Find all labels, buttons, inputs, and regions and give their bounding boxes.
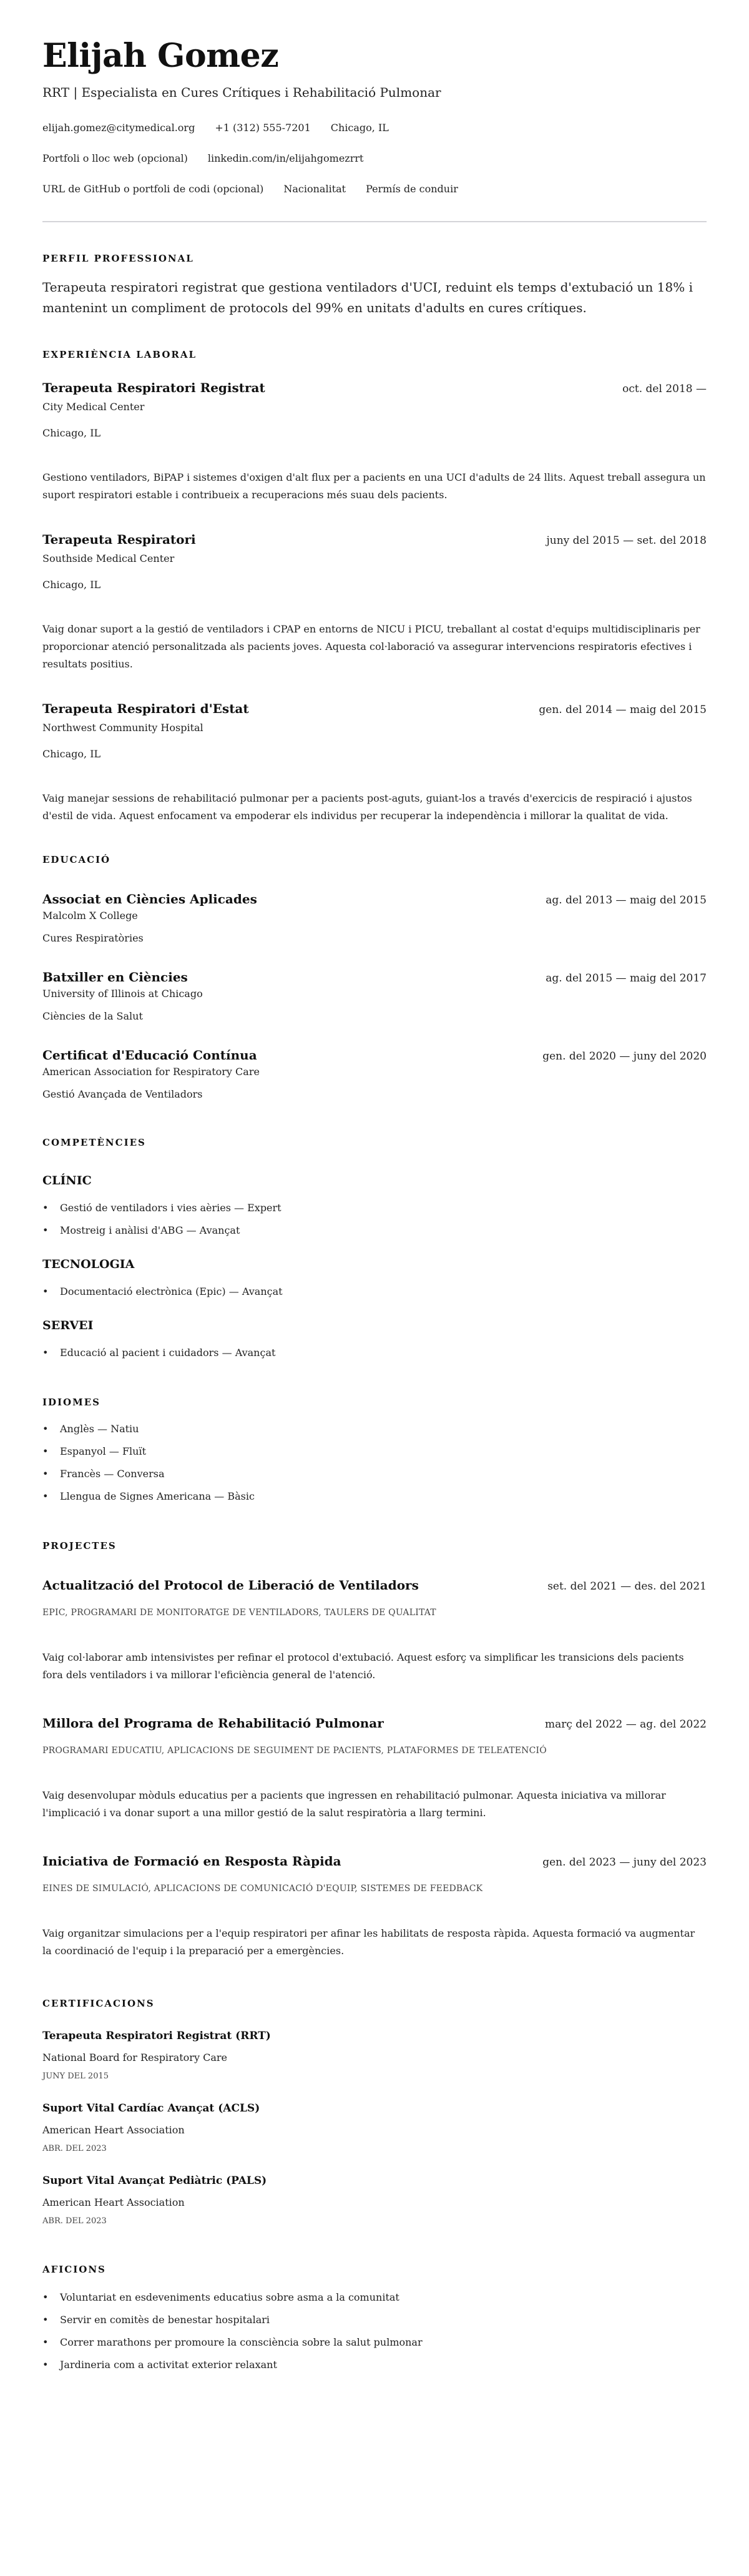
bullet-icon bbox=[42, 1490, 60, 1503]
certification-date: ABR. DEL 2023 bbox=[42, 2144, 107, 2153]
project-entry bbox=[42, 1853, 707, 1960]
github-link[interactable]: URL de GitHub o portfoli de codi (opcional) bbox=[42, 183, 264, 195]
contact-row-links bbox=[42, 152, 707, 165]
skill-item: • Gestió de ventiladors i vies aèries — Expert bbox=[42, 1201, 707, 1215]
degree-title: Associat en Ciències Aplicades bbox=[42, 892, 257, 907]
project-title: Millora del Programa de Rehabilitació Pulmonar bbox=[42, 1716, 384, 1731]
resume-header bbox=[42, 36, 707, 222]
job-title: Terapeuta Respiratori bbox=[42, 532, 196, 547]
project-date: març del 2022 — ag. del 2022 bbox=[544, 1718, 707, 1731]
job-description: Vaig donar suport a la gestió de ventiladors i CPAP en entorns de NICU i PICU, treballant al costat d'equips multidisciplinaris per proporcionar atenció personalitzada als pacients joves. Aquesta col·laboració va assegurar intervencions respiratoris efectives i resultats positius. bbox=[42, 623, 700, 670]
job-company: Northwest Community Hospital bbox=[42, 722, 203, 734]
section-title-education: EDUCACIÓ bbox=[42, 854, 111, 865]
section-title-certifications: CERTIFICACIONS bbox=[42, 1998, 155, 2009]
project-title: Actualització del Protocol de Liberació de Ventiladors bbox=[42, 1578, 419, 1593]
certification-entry bbox=[42, 2173, 707, 2227]
project-title: Iniciativa de Formació en Resposta Ràpida bbox=[42, 1854, 341, 1869]
candidate-name: Elijah Gomez bbox=[42, 37, 279, 75]
certification-issuer: National Board for Respiratory Care bbox=[42, 2052, 227, 2063]
language-item: • Anglès — Natiu bbox=[42, 1422, 707, 1436]
summary-text: Terapeuta respiratori registrat que gestiona ventiladors d'UCI, reduint els temps d'extubació un 18% i mantenint un compliment de protocols del 99% en unitats d'adults en cures crítiques. bbox=[42, 280, 693, 315]
job-location: Chicago, IL bbox=[42, 748, 101, 760]
contact-row-primary bbox=[42, 121, 707, 135]
hobby-item: • Correr marathons per promoure la consciència sobre la salut pulmonar bbox=[42, 2336, 707, 2349]
project-description: Vaig col·laborar amb intensivistes per refinar el protocol d'extubació. Aquest esforç va simplificar les transicions dels pacients fora dels ventiladors i va millorar l'eficiència general de l'atenció. bbox=[42, 1651, 684, 1681]
certification-name: Suport Vital Avançat Pediàtric (PALS) bbox=[42, 2175, 267, 2187]
degree-title: Certificat d'Educació Contínua bbox=[42, 1048, 257, 1063]
school-name: Malcolm X College bbox=[42, 910, 138, 922]
project-date: set. del 2021 — des. del 2021 bbox=[547, 1580, 707, 1593]
certification-entry bbox=[42, 2028, 707, 2082]
bullet-icon bbox=[42, 2336, 60, 2349]
bullet-icon bbox=[42, 2291, 60, 2304]
section-title-languages: IDIOMES bbox=[42, 1397, 100, 1408]
skill-group-title: CLÍNIC bbox=[42, 1174, 92, 1187]
email-link[interactable]: elijah.gomez@citymedical.org bbox=[42, 122, 195, 134]
hobby-item: • Jardineria com a activitat exterior relaxant bbox=[42, 2358, 707, 2372]
nationality-text: Nacionalitat bbox=[283, 183, 346, 195]
skill-group-clinical bbox=[42, 1172, 707, 1237]
section-title-experience: EXPERIÈNCIA LABORAL bbox=[42, 349, 197, 360]
candidate-headline: RRT | Especialista en Cures Crítiques i Rehabilitació Pulmonar bbox=[42, 85, 441, 100]
section-experience bbox=[42, 348, 707, 825]
job-location: Chicago, IL bbox=[42, 579, 101, 591]
school-name: American Association for Respiratory Care bbox=[42, 1066, 260, 1078]
project-date: gen. del 2023 — juny del 2023 bbox=[542, 1856, 707, 1869]
job-description: Vaig manejar sessions de rehabilitació pulmonar per a pacients post-aguts, guiant-los a través d'exercicis de respiració i ajustos d'estil de vida. Aquest enfocament va empoderar els individus per recuperar la independència i millorar la qualitat de vida. bbox=[42, 792, 692, 822]
skill-group-technology bbox=[42, 1256, 707, 1299]
skill-item: • Educació al pacient i cuidadors — Avançat bbox=[42, 1346, 707, 1360]
field-of-study: Cures Respiratòries bbox=[42, 932, 144, 944]
driving-license-text: Permís de conduir bbox=[366, 183, 458, 195]
linkedin-link[interactable]: linkedin.com/in/elijahgomezrrt bbox=[207, 152, 364, 164]
header-divider bbox=[42, 221, 707, 222]
certification-date: ABR. DEL 2023 bbox=[42, 2216, 107, 2226]
portfolio-link[interactable]: Portfoli o lloc web (opcional) bbox=[42, 152, 188, 164]
section-hobbies bbox=[42, 2263, 707, 2372]
section-title-summary: PERFIL PROFESSIONAL bbox=[42, 253, 194, 264]
education-entry bbox=[42, 1047, 707, 1101]
bullet-icon bbox=[42, 1346, 60, 1360]
section-education bbox=[42, 853, 707, 1101]
section-title-projects: PROJECTES bbox=[42, 1540, 117, 1551]
job-date: oct. del 2018 — bbox=[622, 383, 707, 395]
section-projects bbox=[42, 1540, 707, 1960]
education-date: ag. del 2015 — maig del 2017 bbox=[546, 972, 707, 985]
bullet-icon bbox=[42, 1422, 60, 1436]
bullet-icon bbox=[42, 1201, 60, 1215]
section-skills bbox=[42, 1136, 707, 1360]
degree-title: Batxiller en Ciències bbox=[42, 970, 188, 985]
section-title-skills: COMPETÈNCIES bbox=[42, 1137, 146, 1148]
hobby-item: • Voluntariat en esdeveniments educatius sobre asma a la comunitat bbox=[42, 2291, 707, 2304]
certification-issuer: American Heart Association bbox=[42, 2196, 185, 2208]
project-tech: EINES DE SIMULACIÓ, APLICACIONS DE COMUNICACIÓ D'EQUIP, SISTEMES DE FEEDBACK bbox=[42, 1884, 483, 1894]
bullet-icon bbox=[42, 1224, 60, 1237]
job-title: Terapeuta Respiratori d'Estat bbox=[42, 701, 249, 716]
job-location: Chicago, IL bbox=[42, 427, 101, 439]
field-of-study: Ciències de la Salut bbox=[42, 1010, 143, 1022]
skill-group-title: SERVEI bbox=[42, 1319, 94, 1332]
project-tech: EPIC, PROGRAMARI DE MONITORATGE DE VENTILADORS, TAULERS DE QUALITAT bbox=[42, 1608, 436, 1618]
project-description: Vaig desenvolupar mòduls educatius per a pacients que ingressen en rehabilitació pulmonar. Aquesta iniciativa va millorar l'implicació i va donar suport a una millor gestió de la salut respiratòria a llarg termini. bbox=[42, 1789, 666, 1819]
phone-link[interactable]: +1 (312) 555-7201 bbox=[215, 122, 311, 134]
certification-issuer: American Heart Association bbox=[42, 2124, 185, 2136]
section-summary bbox=[42, 252, 707, 318]
education-date: ag. del 2013 — maig del 2015 bbox=[546, 894, 707, 907]
bullet-icon bbox=[42, 2358, 60, 2372]
hobby-item: • Servir en comitès de benestar hospitalari bbox=[42, 2313, 707, 2327]
language-item: • Espanyol — Fluït bbox=[42, 1445, 707, 1458]
bullet-icon bbox=[42, 1445, 60, 1458]
job-entry bbox=[42, 701, 707, 825]
job-entry bbox=[42, 531, 707, 673]
bullet-icon bbox=[42, 1467, 60, 1481]
job-company: City Medical Center bbox=[42, 401, 145, 413]
section-certifications bbox=[42, 1997, 707, 2227]
education-date: gen. del 2020 — juny del 2020 bbox=[542, 1050, 707, 1063]
bullet-icon bbox=[42, 2313, 60, 2327]
project-entry bbox=[42, 1715, 707, 1822]
job-date: gen. del 2014 — maig del 2015 bbox=[539, 704, 707, 716]
language-item: • Francès — Conversa bbox=[42, 1467, 707, 1481]
contact-row-extra bbox=[42, 182, 707, 196]
language-item: • Llengua de Signes Americana — Bàsic bbox=[42, 1490, 707, 1503]
job-title: Terapeuta Respiratori Registrat bbox=[42, 380, 265, 395]
certification-date: JUNY DEL 2015 bbox=[42, 2072, 109, 2081]
certification-name: Suport Vital Cardíac Avançat (ACLS) bbox=[42, 2102, 260, 2115]
skill-item: • Documentació electrònica (Epic) — Avançat bbox=[42, 1285, 707, 1299]
section-languages bbox=[42, 1396, 707, 1503]
skill-item: • Mostreig i anàlisi d'ABG — Avançat bbox=[42, 1224, 707, 1237]
bullet-icon bbox=[42, 1285, 60, 1299]
project-entry bbox=[42, 1577, 707, 1684]
school-name: University of Illinois at Chicago bbox=[42, 988, 203, 1000]
certification-entry bbox=[42, 2101, 707, 2155]
project-description: Vaig organitzar simulacions per a l'equip respiratori per afinar les habilitats de resposta ràpida. Aquesta formació va augmentar la coordinació de l'equip i la preparació per a emergències. bbox=[42, 1927, 695, 1957]
job-date: juny del 2015 — set. del 2018 bbox=[546, 534, 707, 547]
project-tech: PROGRAMARI EDUCATIU, APLICACIONS DE SEGUIMENT DE PACIENTS, PLATAFORMES DE TELEATENCIÓ bbox=[42, 1746, 547, 1756]
location-text: Chicago, IL bbox=[330, 122, 389, 134]
skill-group-title: TECNOLOGIA bbox=[42, 1257, 135, 1271]
education-entry bbox=[42, 891, 707, 945]
job-description: Gestiono ventiladors, BiPAP i sistemes d'oxigen d'alt flux per a pacients en una UCI d'adults de 24 llits. Aquest treball assegura un suport respiratori estable i contribueix a recuperacions més suau dels pacients. bbox=[42, 471, 706, 501]
education-entry bbox=[42, 969, 707, 1023]
job-entry bbox=[42, 380, 707, 504]
field-of-study: Gestió Avançada de Ventiladors bbox=[42, 1088, 203, 1100]
skill-group-service bbox=[42, 1317, 707, 1360]
job-company: Southside Medical Center bbox=[42, 553, 175, 564]
section-title-hobbies: AFICIONS bbox=[42, 2264, 106, 2275]
certification-name: Terapeuta Respiratori Registrat (RRT) bbox=[42, 2030, 271, 2042]
